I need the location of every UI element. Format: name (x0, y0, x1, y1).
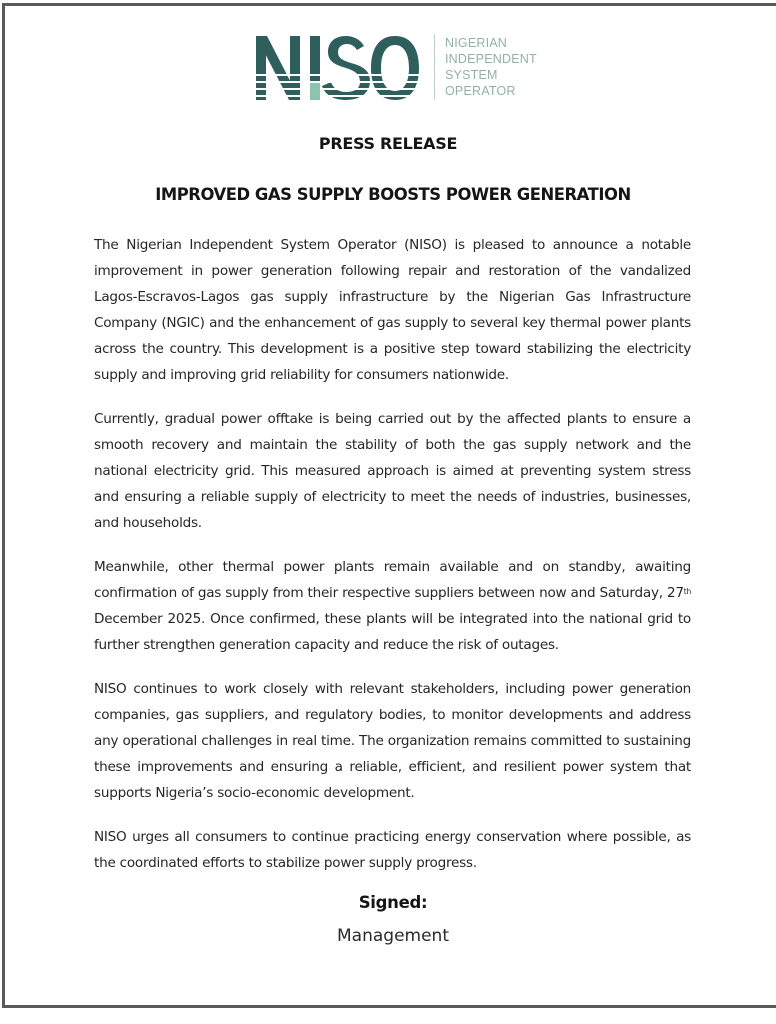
signatory: Management (337, 926, 449, 946)
logo-line-4: OPERATOR (445, 84, 516, 98)
logo-line-2: INDEPENDENT (445, 52, 537, 66)
logo-divider (434, 34, 435, 100)
niso-logo (254, 30, 537, 104)
paragraph-3 (94, 554, 691, 658)
paragraph-4: NISO continues to work closely with relevant stakeholders, including power generation companies, gas suppliers, and regulatory bodies, to monitor developments and address any operational challenges in real time. The organization remains committed to sustaining these improvements and ensuring a reliable, efficient, and resilient power system that supports Nigeria’s socio-economic development. (94, 681, 691, 801)
paragraph-2: Currently, gradual power offtake is being carried out by the affected plants to ensure a smooth recovery and maintain the stability of both the gas supply network and the national electricity grid. This measured approach is aimed at preventing system stress and ensuring a reliable supply of electricity to meet the needs of industries, businesses, and households. (94, 411, 691, 531)
document-title: IMPROVED GAS SUPPLY BOOSTS POWER GENERATION (155, 185, 631, 204)
signature-label: Signed: (358, 893, 428, 912)
paragraph-1: The Nigerian Independent System Operator (NISO) is pleased to announce a notable improvement in power generation following repair and restoration of the vandalized Lagos-Escravos-Lagos gas supply infrastructure by the Nigerian Gas Infrastructure Company (NGIC) and the enhancement of gas supply to several key thermal power plants across the country. This development is a positive step toward stabilizing the electricity supply and improving grid reliability for consumers nationwide. (94, 237, 691, 383)
ordinal-suffix: th (683, 587, 691, 596)
logo-full-name (445, 35, 537, 99)
niso-logo-mark-icon (254, 32, 422, 102)
paragraph-3-text-a: Meanwhile, other thermal power plants remain available and on standby, awaiting confirmation of gas supply from their respective suppliers between now and Saturday, 27 (94, 559, 691, 601)
paragraph-5: NISO urges all consumers to continue practicing energy conservation where possible, as the coordinated efforts to stabilize power supply progress. (94, 829, 691, 871)
logo-line-3: SYSTEM (445, 68, 498, 82)
paragraph-3-text-b: December 2025. Once confirmed, these plants will be integrated into the national grid to further strengthen generation capacity and reduce the risk of outages. (94, 611, 691, 653)
press-release-body (94, 232, 691, 894)
logo-line-1: NIGERIAN (445, 36, 508, 50)
document-type-heading: PRESS RELEASE (318, 134, 458, 153)
